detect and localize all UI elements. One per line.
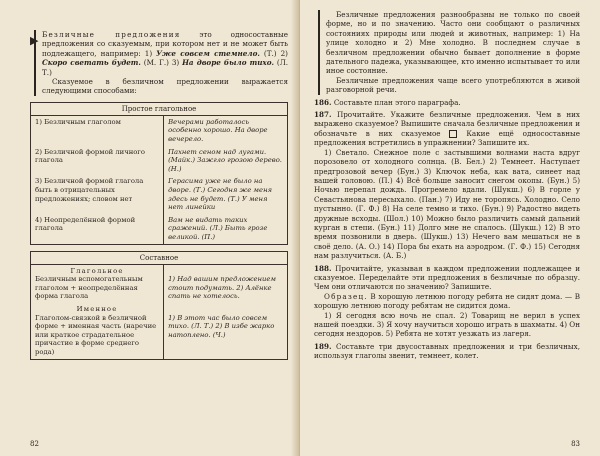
exercise-187-body: 1) Светало. Снежное поле с застывшими волнами наста вдруг порозовело от холодного солнца. (В. Бел.) 2) Темнеет. Наступает предгрозовой вечер (Бун.) 3) Ключок неба, как вата, синеет над вашей головою. (П.) 4) Всё больше заносит снегом окопы. (Бун.) 5) Ночью перепал дождь. Прогремело вдали. (Шукш.) 6) В горле у Севастьянова пересыхало. (Пан.) 7) Иду не торопясь. Холодно. Село пустынно. (Г. Ф.) 8) На селе темно и тихо. (Бун.) 9) Радостно видеть дружные всходы. (Шол.) 10) Можно было различить самый дальний курган в степи. (Бун.) 11) Долго мне не спалось. (Шукш.) 12) В это время позвонили в дверь. (Шукш.) 13) Нечего вам мешаться не в своё дело. (А. О.) 14) Пора бы ехать на аэродром. (Г. Ф.) 15) Сегодня нам разлучиться. (А. Б.) (314, 147, 580, 261)
table-cell: Глагольное Безличным вспомогательным глаголом + неопределённая форма глагола (31, 265, 164, 303)
table-row (31, 146, 287, 176)
table-cell: 3) Безличной формой глагола быть в отрицательных предложениях; словом нет (31, 175, 164, 213)
exercise-188-sample: Образец. В хорошую летнюю погоду ребята не сидят дома. — В хорошую летнюю погоду ребятам не сидится дома. (314, 291, 580, 311)
exercise-189: 189. Составьте три двусоставных предложения и три безличных, используя глаголы звенит, темнеет, колет. (314, 341, 580, 361)
compound-predicate-table (30, 251, 288, 360)
page-number: 83 (571, 440, 580, 448)
rule-box (318, 10, 580, 95)
exercise-187: 187. Прочитайте. Укажите безличные предложения. Чем в них выражено сказуемое? Выпишите сначала безличные предложения и обозначьте в них сказуемое Какие ещё односоставные предложения встретились в упражнении? Запишите их. (314, 110, 580, 148)
intro-text: Сказуемое в безличном предложении выражается следующими способами: (42, 77, 288, 96)
rule-text: Безличные предложения чаще всего употребляются в живой разговорной речи. (326, 75, 580, 95)
rule-text: Безличные предложения разнообразны не только по своей форме, но и по значению. Часто они сообщают о различных состояниях природы или людей и животных, например: 1) На улице холодно и 2) Мне холодно. В последнем случае в безличном предложении обычно бывает дополнение в форме дательного падежа, указывающее, кто именно испытывает то или иное состояние. (326, 10, 580, 76)
exercise-186: 186. Составьте план этого параграфа. (314, 97, 461, 107)
page-number: 82 (30, 440, 39, 448)
exercise-188-body: 1) Я сегодня всю ночь не спал. 2) Товарищ не верил в успех нашей поездки. 3) Я хочу научиться хорошо играть в шахматы. 4) Он сегодня нездоров. 5) Ребята не хотят уезжать из лагеря. (314, 310, 580, 339)
table-row (31, 214, 287, 244)
rule-box (34, 30, 288, 96)
exercise-188: 188. Прочитайте, указывая в каждом предложении подлежащее и сказуемое. Переделайте эти предложения в безличные по образцу. Чем они отличаются по значению? Запишите. (314, 263, 580, 292)
table-cell: Пахнет сеном над лугами. (Майк.) Зажгло грозою дерево. (Н.) (168, 147, 282, 173)
simple-predicate-table (30, 102, 288, 245)
rule-example: На дворе было тихо. (182, 58, 275, 68)
table-cell: 1) В этот час было совсем тихо. (Л. Т.) 2) В избе жарко натоплено. (Ч.) (168, 313, 275, 339)
table-row (31, 175, 287, 213)
table-title: Простое глагольное (31, 103, 287, 116)
table-row (31, 265, 287, 303)
rule-term: Безличные предложения (42, 30, 181, 39)
rule-text: Безличные предложения это односоставные предложения со сказуемым, при котором нет и не может быть подлежащего, например: 1) Уже совсем стемнело. (Т.) 2) Скоро светать будет. (М. Г.) 3) На дворе было тихо. (Л. Т.) (42, 30, 288, 77)
section-heading: Именное (76, 304, 118, 313)
rule-example: Уже совсем стемнело. (156, 48, 260, 58)
table-title: Составное (31, 252, 287, 265)
table-cell: Вечерами работалось особенно хорошо. На дворе вечерело. (168, 117, 268, 144)
table-cell: 1) Над вашим предложением стоит подумать. 2) Алёнке спать не хотелось. (168, 275, 277, 301)
square-symbol-icon (449, 130, 457, 138)
table-cell: 4) Неопределённой формой глагола (31, 214, 164, 244)
rule-example: Скоро светать будет. (42, 58, 141, 68)
table-row (31, 303, 287, 359)
table-cell: 2) Безличной формой личного глагола (31, 146, 164, 176)
section-heading: Глагольное (70, 266, 124, 275)
table-cell: Именное Глаголом-связкой в безличной форме + именная часть (наречие или краткое страдательное причастие в форме среднего рода) (31, 303, 164, 359)
table-cell: 1) Безличным глаголом (31, 116, 164, 146)
table-row (31, 116, 287, 146)
right-page (300, 0, 600, 456)
table-cell: Герасима уже не было на дворе. (Т.) Сегодня же меня здесь не будет. (Т.) У меня нет линейки (168, 177, 273, 212)
arrow-marker-icon: ▶ (30, 34, 39, 47)
table-cell: Вам не видать таких сражений. (Л.) Быть грозе великой. (П.) (168, 215, 268, 241)
